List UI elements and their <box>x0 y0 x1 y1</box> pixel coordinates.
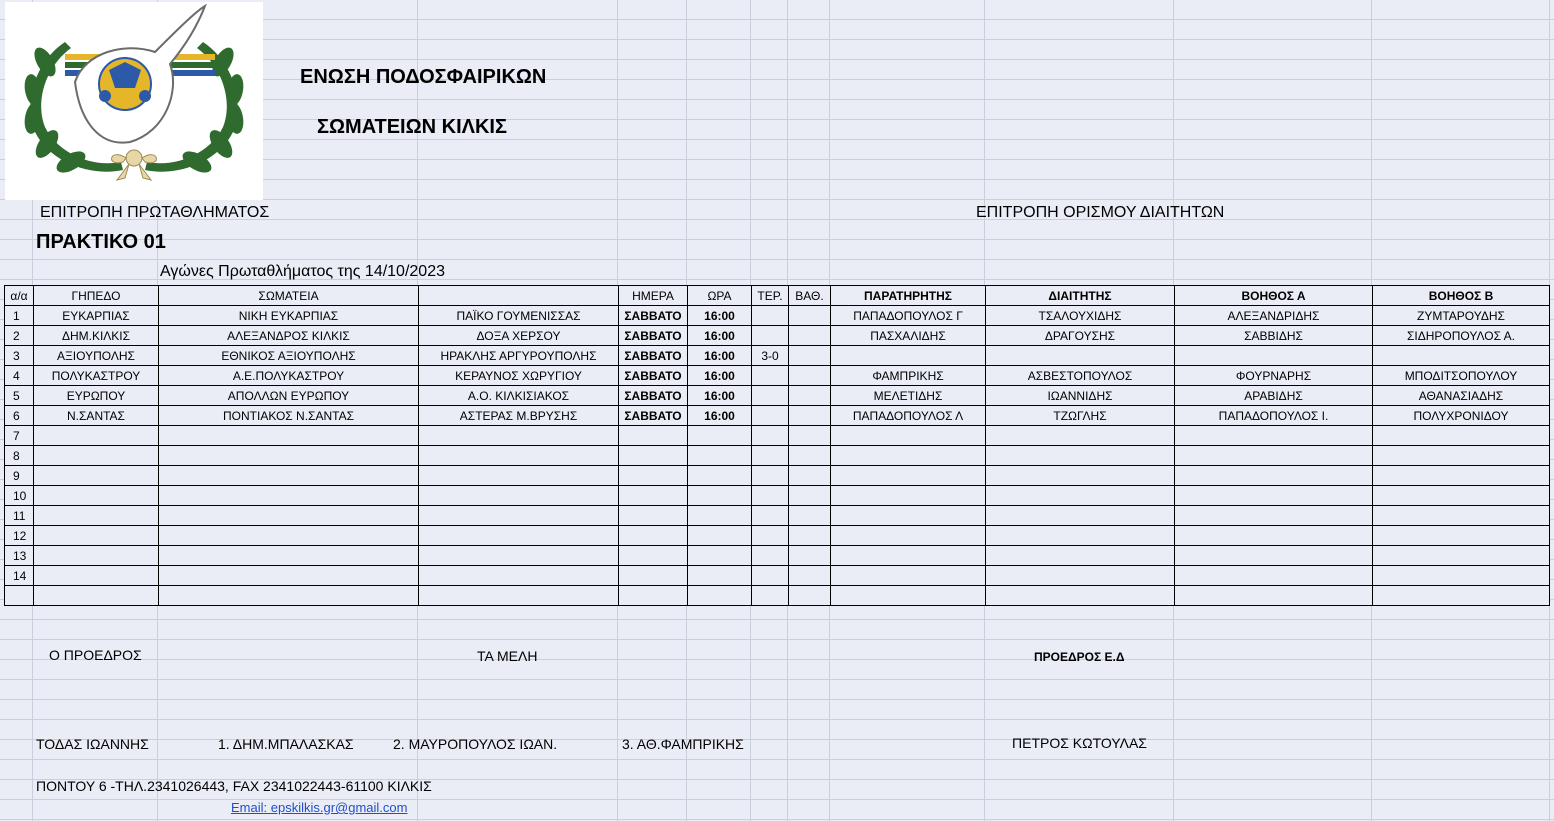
table-cell: ΕΥΡΩΠΟΥ <box>34 386 159 406</box>
table-cell: ΚΕΡΑΥΝΟΣ ΧΩΡΥΓΙΟΥ <box>419 366 619 386</box>
table-cell: ΣΙΔΗΡΟΠΟΥΛΟΣ Α. <box>1373 326 1550 346</box>
table-cell: ΤΖΩΓΛΗΣ <box>986 406 1175 426</box>
table-cell: ΑΛΕΞΑΝΔΡΟΣ ΚΙΛΚΙΣ <box>159 326 419 346</box>
table-cell <box>789 586 831 606</box>
table-cell: 1 <box>5 306 34 326</box>
table-cell: 16:00 <box>688 406 752 426</box>
table-cell <box>34 566 159 586</box>
table-cell <box>789 546 831 566</box>
column-header: ΒΟΗΘΟΣ Α <box>1175 286 1373 306</box>
table-cell <box>34 486 159 506</box>
table-cell: 16:00 <box>688 386 752 406</box>
table-cell <box>986 346 1175 366</box>
table-cell <box>619 566 688 586</box>
table-cell <box>986 466 1175 486</box>
table-cell: ΠΑΠΑΔΟΠΟΥΛΟΣ Γ <box>831 306 986 326</box>
referee-president-label: ΠΡΟΕΔΡΟΣ Ε.Δ <box>1034 650 1125 664</box>
table-cell <box>5 586 34 606</box>
table-cell <box>159 526 419 546</box>
table-cell <box>159 486 419 506</box>
table-cell <box>1373 426 1550 446</box>
column-header: ΤΕΡ. <box>752 286 789 306</box>
table-cell <box>831 466 986 486</box>
table-row <box>5 566 1550 586</box>
column-header: ΠΑΡΑΤΗΡΗΤΗΣ <box>831 286 986 306</box>
table-cell <box>34 546 159 566</box>
table-cell <box>986 486 1175 506</box>
column-header: ΗΜΕΡΑ <box>619 286 688 306</box>
table-cell <box>752 366 789 386</box>
table-cell <box>789 466 831 486</box>
referee-president-name: ΠΕΤΡΟΣ ΚΩΤΟΥΛΑΣ <box>1012 735 1147 751</box>
table-row <box>5 406 1550 426</box>
table-cell <box>986 546 1175 566</box>
member-3: 3. ΑΘ.ΦΑΜΠΡΙΚΗΣ <box>622 736 744 752</box>
table-cell <box>619 446 688 466</box>
table-cell <box>619 586 688 606</box>
table-cell: 3 <box>5 346 34 366</box>
table-header-row <box>5 286 1550 306</box>
table-cell <box>1175 446 1373 466</box>
table-cell <box>789 406 831 426</box>
table-cell <box>1373 446 1550 466</box>
table-row <box>5 446 1550 466</box>
table-cell <box>619 526 688 546</box>
table-cell <box>688 506 752 526</box>
table-cell <box>688 526 752 546</box>
table-cell <box>419 526 619 546</box>
table-cell <box>789 526 831 546</box>
table-cell <box>986 566 1175 586</box>
email-link[interactable]: Email: epskilkis.gr@gmail.com <box>231 800 408 815</box>
table-cell: ΔΟΞΑ ΧΕΡΣΟΥ <box>419 326 619 346</box>
table-cell: ΠΟΝΤΙΑΚΟΣ Ν.ΣΑΝΤΑΣ <box>159 406 419 426</box>
minutes-title: ΠΡΑΚΤΙΚΟ 01 <box>36 231 166 253</box>
table-cell <box>159 426 419 446</box>
table-cell: ΣΑΒΒΑΤΟ <box>619 406 688 426</box>
table-cell <box>789 446 831 466</box>
table-cell <box>986 526 1175 546</box>
table-cell <box>789 566 831 586</box>
table-cell <box>159 466 419 486</box>
table-cell: 3-0 <box>752 346 789 366</box>
matches-table <box>4 285 1550 606</box>
table-cell: 9 <box>5 466 34 486</box>
table-cell: 11 <box>5 506 34 526</box>
table-cell: ΙΩΑΝΝΙΔΗΣ <box>986 386 1175 406</box>
table-cell: Α.Ε.ΠΟΛΥΚΑΣΤΡΟΥ <box>159 366 419 386</box>
table-cell <box>34 426 159 446</box>
column-header: ΒΟΗΘΟΣ Β <box>1373 286 1550 306</box>
table-cell: ΠΑΪΚΟ ΓΟΥΜΕΝΙΣΣΑΣ <box>419 306 619 326</box>
table-cell <box>1373 586 1550 606</box>
table-cell <box>752 566 789 586</box>
table-cell: ΑΣΤΕΡΑΣ Μ.ΒΡΥΣΗΣ <box>419 406 619 426</box>
table-cell: ΠΟΛΥΚΑΣΤΡΟΥ <box>34 366 159 386</box>
table-cell: ΑΠΟΛΛΩΝ ΕΥΡΩΠΟΥ <box>159 386 419 406</box>
table-cell: 16:00 <box>688 346 752 366</box>
table-cell: 10 <box>5 486 34 506</box>
table-cell <box>1175 546 1373 566</box>
president-label: Ο ΠΡΟΕΔΡΟΣ <box>49 647 142 663</box>
column-header: ΓΗΠΕΔΟ <box>34 286 159 306</box>
table-cell <box>688 566 752 586</box>
laurel-dove-ball-emblem-icon <box>5 2 263 200</box>
table-row <box>5 426 1550 446</box>
table-row <box>5 466 1550 486</box>
member-2: 2. ΜΑΥΡΟΠΟΥΛΟΣ ΙΩΑΝ. <box>393 736 558 752</box>
table-cell <box>159 566 419 586</box>
table-cell <box>752 426 789 446</box>
organization-name-line2: ΣΩΜΑΤΕΙΩΝ ΚΙΛΚΙΣ <box>317 116 507 138</box>
table-cell <box>688 426 752 446</box>
table-row <box>5 506 1550 526</box>
table-cell: ΕΘΝΙΚΟΣ ΑΞΙΟΥΠΟΛΗΣ <box>159 346 419 366</box>
table-cell: 13 <box>5 546 34 566</box>
table-cell <box>789 306 831 326</box>
table-row <box>5 526 1550 546</box>
table-cell <box>752 326 789 346</box>
table-cell <box>789 386 831 406</box>
table-cell <box>34 466 159 486</box>
table-cell: ΜΕΛΕΤΙΔΗΣ <box>831 386 986 406</box>
championship-committee-label: ΕΠΙΤΡΟΠΗ ΠΡΩΤΑΘΛΗΜΑΤΟΣ <box>40 204 270 221</box>
table-cell <box>831 546 986 566</box>
table-cell <box>34 586 159 606</box>
table-cell <box>1373 486 1550 506</box>
table-cell <box>986 506 1175 526</box>
federation-logo <box>5 2 263 200</box>
table-cell <box>1373 546 1550 566</box>
table-cell <box>752 306 789 326</box>
column-header: ΒΑΘ. <box>789 286 831 306</box>
table-row <box>5 326 1550 346</box>
table-cell <box>1373 506 1550 526</box>
table-cell <box>752 406 789 426</box>
table-cell <box>831 446 986 466</box>
table-row <box>5 306 1550 326</box>
table-cell <box>688 466 752 486</box>
table-cell <box>34 446 159 466</box>
table-cell <box>1175 526 1373 546</box>
table-cell <box>752 546 789 566</box>
table-cell: ΕΥΚΑΡΠΙΑΣ <box>34 306 159 326</box>
table-cell: ΖΥΜΤΑΡΟΥΔΗΣ <box>1373 306 1550 326</box>
table-cell: ΠΑΠΑΔΟΠΟΥΛΟΣ Λ <box>831 406 986 426</box>
table-cell <box>419 566 619 586</box>
table-row <box>5 346 1550 366</box>
column-header: ΣΩΜΑΤΕΙΑ <box>159 286 419 306</box>
table-cell: ΔΗΜ.ΚΙΛΚΙΣ <box>34 326 159 346</box>
table-cell: 2 <box>5 326 34 346</box>
table-cell <box>419 486 619 506</box>
table-cell: ΝΙΚΗ ΕΥΚΑΡΠΙΑΣ <box>159 306 419 326</box>
table-cell <box>752 446 789 466</box>
table-cell: ΠΑΠΑΔΟΠΟΥΛΟΣ Ι. <box>1175 406 1373 426</box>
table-cell <box>1373 566 1550 586</box>
table-cell <box>419 546 619 566</box>
table-cell: ΔΡΑΓΟΥΣΗΣ <box>986 326 1175 346</box>
table-cell <box>1373 526 1550 546</box>
member-1: 1. ΔΗΜ.ΜΠΑΛΑΣΚΑΣ <box>218 736 354 752</box>
table-cell <box>1373 346 1550 366</box>
table-cell: 16:00 <box>688 366 752 386</box>
organization-name-line1: ΕΝΩΣΗ ΠΟΔΟΣΦΑΙΡΙΚΩΝ <box>300 66 547 88</box>
table-cell: ΗΡΑΚΛΗΣ ΑΡΓΥΡΟΥΠΟΛΗΣ <box>419 346 619 366</box>
table-cell <box>419 586 619 606</box>
table-cell <box>619 546 688 566</box>
table-cell: ΣΑΒΒΑΤΟ <box>619 366 688 386</box>
table-cell <box>419 466 619 486</box>
table-cell <box>34 526 159 546</box>
referee-committee-label: ΕΠΙΤΡΟΠΗ ΟΡΙΣΜΟΥ ΔΙΑΙΤΗΤΩΝ <box>976 204 1225 221</box>
table-cell: ΑΛΕΞΑΝΔΡΙΔΗΣ <box>1175 306 1373 326</box>
table-cell: ΣΑΒΒΑΤΟ <box>619 326 688 346</box>
table-cell: 7 <box>5 426 34 446</box>
table-cell <box>159 546 419 566</box>
table-cell: 16:00 <box>688 326 752 346</box>
table-cell <box>688 486 752 506</box>
table-cell <box>1175 486 1373 506</box>
table-cell <box>752 526 789 546</box>
table-cell <box>831 506 986 526</box>
column-header: ΩΡΑ <box>688 286 752 306</box>
table-cell: 5 <box>5 386 34 406</box>
table-row <box>5 586 1550 606</box>
table-cell <box>159 586 419 606</box>
table-cell: ΜΠΟΔΙΤΣΟΠΟΥΛΟΥ <box>1373 366 1550 386</box>
table-cell: ΑΡΑΒΙΔΗΣ <box>1175 386 1373 406</box>
table-cell <box>1175 466 1373 486</box>
table-cell: ΦΑΜΠΡΙΚΗΣ <box>831 366 986 386</box>
table-cell <box>831 486 986 506</box>
table-cell: ΣΑΒΒΑΤΟ <box>619 306 688 326</box>
table-cell: ΑΣΒΕΣΤΟΠΟΥΛΟΣ <box>986 366 1175 386</box>
table-cell: 6 <box>5 406 34 426</box>
table-cell <box>1175 586 1373 606</box>
table-cell <box>831 346 986 366</box>
table-cell: 12 <box>5 526 34 546</box>
table-cell <box>619 506 688 526</box>
table-cell <box>688 446 752 466</box>
table-row <box>5 366 1550 386</box>
table-cell <box>1175 346 1373 366</box>
table-cell <box>831 586 986 606</box>
table-cell <box>831 526 986 546</box>
column-header <box>419 286 619 306</box>
table-row <box>5 386 1550 406</box>
table-cell <box>789 426 831 446</box>
matches-subtitle: Αγώνες Πρωταθλήματος της 14/10/2023 <box>160 263 445 280</box>
table-cell <box>1175 566 1373 586</box>
table-cell <box>619 466 688 486</box>
table-cell <box>419 446 619 466</box>
table-row <box>5 486 1550 506</box>
president-name: ΤΟΔΑΣ ΙΩΑΝΝΗΣ <box>36 736 149 752</box>
table-cell: ΤΣΑΛΟΥΧΙΔΗΣ <box>986 306 1175 326</box>
table-cell <box>34 506 159 526</box>
table-cell: ΑΘΑΝΑΣΙΑΔΗΣ <box>1373 386 1550 406</box>
table-cell <box>789 506 831 526</box>
table-cell <box>752 486 789 506</box>
table-cell: 14 <box>5 566 34 586</box>
table-cell <box>619 426 688 446</box>
table-cell: 16:00 <box>688 306 752 326</box>
table-cell: Α.Ο. ΚΙΛΚΙΣΙΑΚΟΣ <box>419 386 619 406</box>
table-cell <box>419 506 619 526</box>
table-cell <box>831 566 986 586</box>
table-cell <box>752 506 789 526</box>
table-cell <box>688 546 752 566</box>
table-cell <box>419 426 619 446</box>
address-line: ΠΟΝΤΟΥ 6 -ΤΗΛ.2341026443, FAX 2341022443-61100 ΚΙΛΚΙΣ <box>36 778 432 794</box>
table-cell: 4 <box>5 366 34 386</box>
column-header: α/α <box>5 286 34 306</box>
table-cell <box>752 386 789 406</box>
table-cell <box>159 506 419 526</box>
table-cell <box>752 466 789 486</box>
table-cell <box>986 586 1175 606</box>
column-header: ΔΙΑΙΤΗΤΗΣ <box>986 286 1175 306</box>
table-cell <box>619 486 688 506</box>
table-cell <box>159 446 419 466</box>
table-cell: ΣΑΒΒΑΤΟ <box>619 386 688 406</box>
table-cell: ΣΑΒΒΙΔΗΣ <box>1175 326 1373 346</box>
table-cell <box>986 426 1175 446</box>
table-cell <box>789 366 831 386</box>
table-cell <box>789 486 831 506</box>
table-cell <box>789 326 831 346</box>
table-cell: 8 <box>5 446 34 466</box>
table-cell <box>1175 426 1373 446</box>
table-cell: ΣΑΒΒΑΤΟ <box>619 346 688 366</box>
table-cell: Ν.ΣΑΝΤΑΣ <box>34 406 159 426</box>
table-cell <box>831 426 986 446</box>
table-cell <box>789 346 831 366</box>
table-cell <box>1175 506 1373 526</box>
table-cell: ΠΟΛΥΧΡΟΝΙΔΟΥ <box>1373 406 1550 426</box>
table-cell: ΑΞΙΟΥΠΟΛΗΣ <box>34 346 159 366</box>
table-cell <box>688 586 752 606</box>
table-cell <box>986 446 1175 466</box>
table-cell <box>752 586 789 606</box>
table-cell: ΦΟΥΡΝΑΡΗΣ <box>1175 366 1373 386</box>
table-cell <box>1373 466 1550 486</box>
table-cell: ΠΑΣΧΑΛΙΔΗΣ <box>831 326 986 346</box>
table-row <box>5 546 1550 566</box>
members-label: ΤΑ ΜΕΛΗ <box>477 648 538 664</box>
